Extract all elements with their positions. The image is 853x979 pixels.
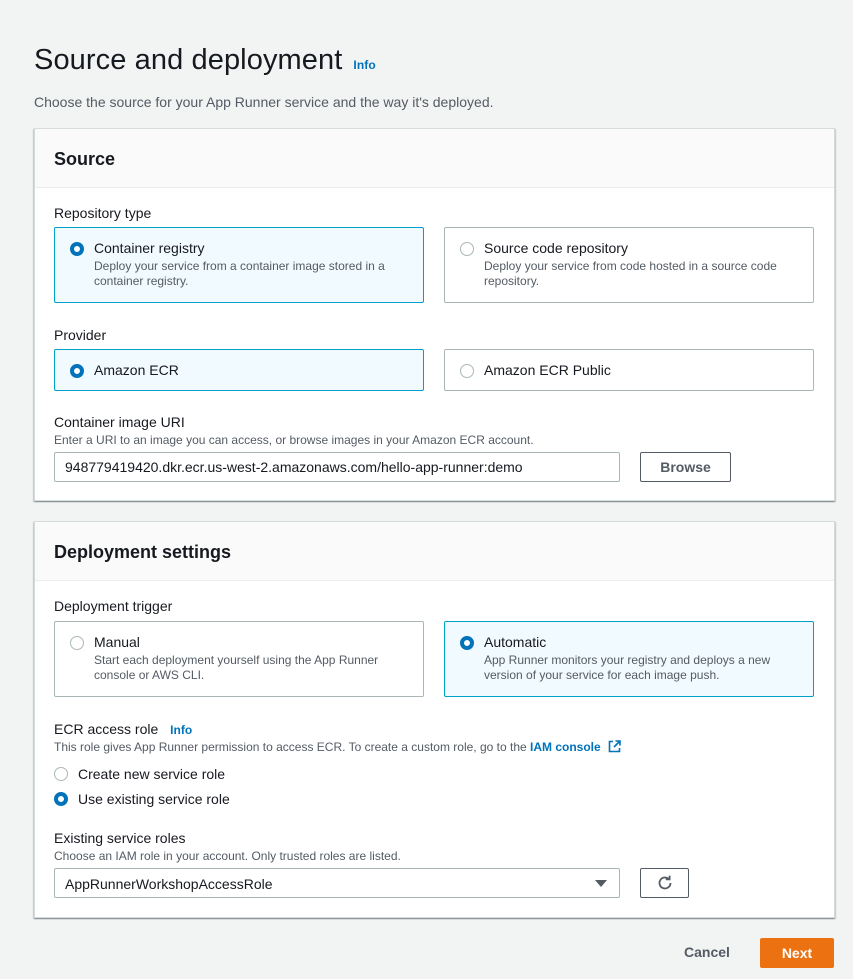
radio-amazon-ecr-public[interactable] [460, 364, 474, 378]
tile-description: Start each deployment yourself using the App Runner console or AWS CLI. [94, 653, 379, 682]
radio-manual[interactable] [70, 636, 84, 650]
tile-title: Source code repository [484, 240, 628, 256]
ecr-role-info-link[interactable]: Info [170, 723, 193, 737]
source-panel-header: Source [35, 129, 834, 188]
tile-description: Deploy your service from a container image stored in a container registry. [94, 259, 385, 288]
deployment-trigger-label: Deployment trigger [54, 598, 173, 614]
refresh-button[interactable] [640, 868, 689, 898]
repository-type-label: Repository type [54, 205, 152, 221]
radio-source-code-repository[interactable] [460, 242, 474, 256]
existing-service-roles-description: Choose an IAM role in your account. Only trusted roles are listed. [54, 849, 401, 863]
tile-amazon-ecr-public[interactable] [444, 349, 814, 391]
tile-manual[interactable] [54, 621, 424, 697]
tile-title: Automatic [484, 634, 547, 650]
tile-title: Amazon ECR [94, 362, 179, 378]
tile-automatic[interactable] [444, 621, 814, 697]
page-title-text: Source and deployment [34, 44, 343, 76]
radio-amazon-ecr[interactable] [70, 364, 84, 378]
tile-source-code-repository[interactable] [444, 227, 814, 303]
ecr-access-role-description [54, 740, 621, 754]
option-create-new-service-role[interactable] [54, 766, 225, 782]
deployment-panel-header: Deployment settings [35, 522, 834, 581]
container-image-uri-description: Enter a URI to an image you can access, or browse images in your Amazon ECR account. [54, 433, 534, 447]
caret-down-icon [595, 880, 607, 887]
tile-description: Deploy your service from code hosted in a source code repository. [484, 259, 777, 288]
option-use-existing-service-role[interactable] [54, 791, 230, 807]
tile-description: App Runner monitors your registry and deploys a new version of your service for each image push. [484, 653, 771, 682]
source-panel [34, 128, 835, 501]
radio-create-new-service-role[interactable] [54, 767, 68, 781]
container-image-uri-label: Container image URI [54, 414, 185, 430]
ecr-access-role-label [54, 721, 192, 737]
select-value: AppRunnerWorkshopAccessRole [65, 876, 273, 892]
option-label: Create new service role [78, 766, 226, 782]
refresh-icon [656, 874, 674, 892]
tile-title: Amazon ECR Public [484, 362, 611, 378]
provider-label: Provider [54, 327, 107, 343]
page-title [34, 44, 376, 77]
cancel-button[interactable]: Cancel [684, 944, 730, 960]
tile-amazon-ecr[interactable] [54, 349, 424, 391]
tile-title: Manual [94, 634, 140, 650]
tile-title: Container registry [94, 240, 205, 256]
next-button[interactable]: Next [760, 938, 834, 968]
page-info-link[interactable]: Info [353, 58, 376, 72]
radio-container-registry[interactable] [70, 242, 84, 256]
existing-service-roles-select[interactable] [54, 868, 620, 898]
tile-container-registry[interactable] [54, 227, 424, 303]
ecr-access-role-label-text: ECR access role [54, 721, 159, 737]
deployment-settings-panel [34, 521, 835, 918]
page-description: Choose the source for your App Runner service and the way it's deployed. [34, 94, 494, 110]
radio-automatic[interactable] [460, 636, 474, 650]
ecr-role-desc-text: This role gives App Runner permission to access ECR. To create a custom role, go to the [54, 740, 527, 754]
container-image-uri-input[interactable] [54, 452, 620, 482]
iam-console-link[interactable]: IAM console [530, 740, 601, 754]
radio-use-existing-service-role[interactable] [54, 792, 68, 806]
option-label: Use existing service role [78, 791, 230, 807]
external-link-icon[interactable] [608, 740, 621, 753]
existing-service-roles-label: Existing service roles [54, 830, 186, 846]
browse-button[interactable]: Browse [640, 452, 731, 482]
